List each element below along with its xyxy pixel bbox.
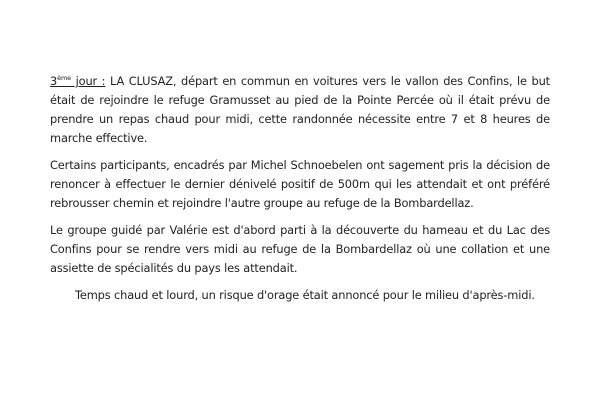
paragraph-weather: Temps chaud et lourd, un risque d'orage était annoncé pour le milieu d'après-midi.	[75, 288, 535, 302]
paragraph-guided-group: Le groupe guidé par Valérie est d'abord parti à la découverte du hameau et du Lac des Confins pour se rendre vers midi au refuge de la Bombardellaz où une collation et une assiette de spécialités du pays les attendait.	[50, 223, 550, 275]
day-label	[50, 74, 105, 88]
document-page	[50, 72, 550, 313]
day-word: jour :	[71, 74, 106, 88]
day-intro-text: LA CLUSAZ, départ en commun en voitures vers le vallon des Confins, le but était de rejoindre le refuge Gramusset au pied de la Pointe Percée où il était prévu de prendre un repas chaud pour midi, cette randonnée nécessite entre 7 et 8 heures de marche effective.	[50, 74, 550, 145]
paragraph-participants: Certains participants, encadrés par Michel Schnoebelen ont sagement pris la décision de renoncer à effectuer le dernier dénivelé positif de 500m qui les attendait et ont préféré rebrousser chemin et rejoindre l'autre groupe au refuge de la Bombardellaz.	[50, 158, 550, 210]
day-ordinal-suffix: ème	[57, 74, 71, 82]
day-number: 3	[50, 74, 58, 88]
paragraph-day-intro	[50, 72, 550, 148]
